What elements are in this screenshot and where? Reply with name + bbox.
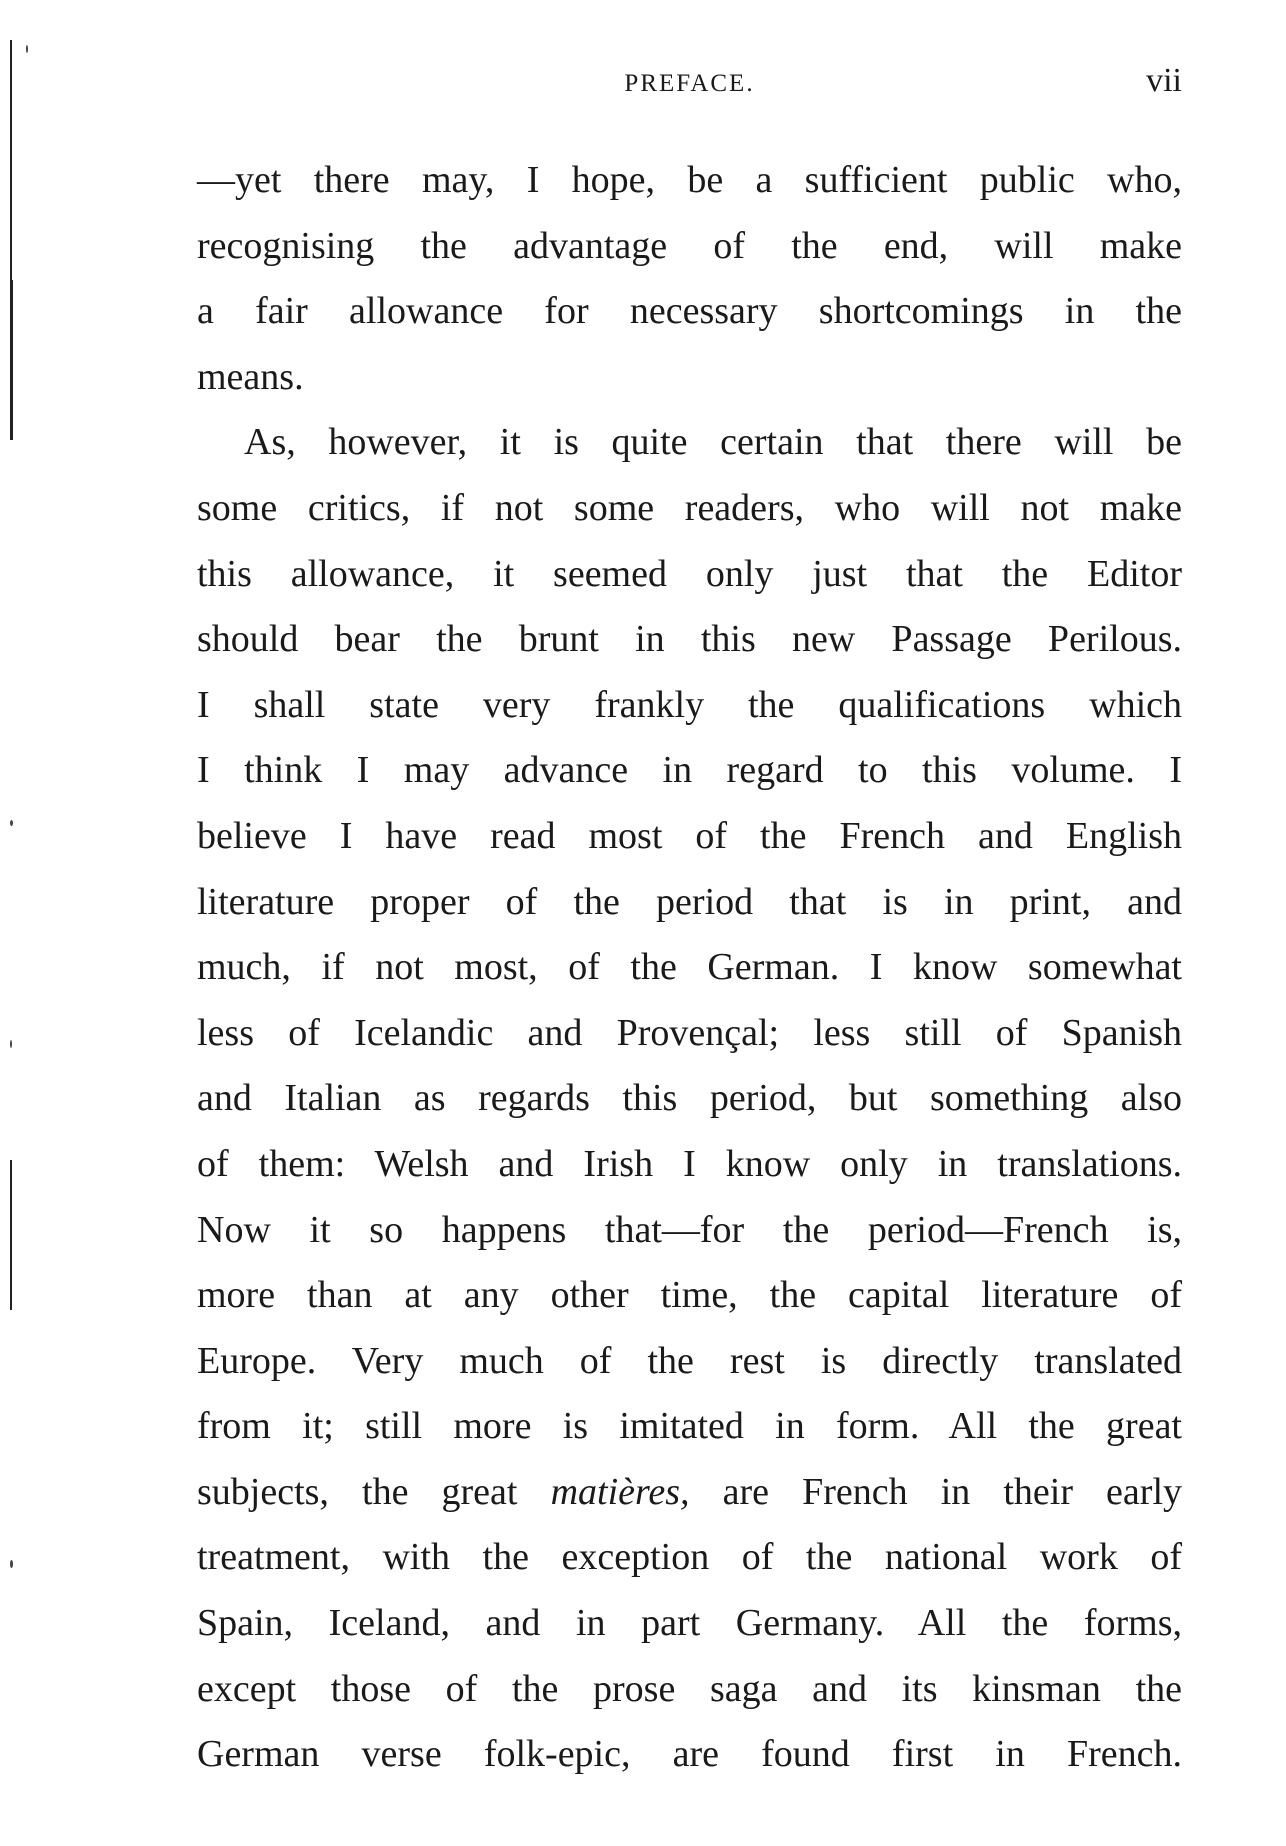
- text-line: I shall state very frankly the qualifications which: [197, 683, 1182, 726]
- text-line: should bear the brunt in this new Passage Perilous.: [197, 618, 1182, 661]
- text-line: of them: Welsh and Irish I know only in translations.: [197, 1142, 1182, 1185]
- page-number: vii: [1146, 62, 1182, 99]
- text-span: subjects, the great: [197, 1470, 551, 1513]
- text-line: literature proper of the period that is in print, and: [197, 880, 1182, 923]
- text-line: —yet there may, I hope, be a sufficient public who,: [197, 159, 1182, 201]
- text-line: German verse folk-epic, are found first in French.: [197, 1733, 1182, 1776]
- gutter-mark: [10, 40, 12, 290]
- text-line: some critics, if not some readers, who will not make: [197, 486, 1182, 529]
- body-text: [197, 148, 1182, 1788]
- text-line-with-italic: [197, 1460, 1182, 1526]
- text-span: are French in their early: [689, 1470, 1183, 1513]
- text-line: recognising the advantage of the end, will make: [197, 224, 1182, 267]
- text-line: As, however, it is quite certain that there will be: [244, 421, 1182, 464]
- text-line: Now it so happens that—for the period—French is,: [197, 1208, 1182, 1251]
- text-line: Europe. Very much of the rest is directly translated: [197, 1339, 1182, 1382]
- text-line: much, if not most, of the German. I know somewhat: [197, 946, 1182, 989]
- paragraph: [197, 148, 1182, 410]
- text-line: more than at any other time, the capital literature of: [197, 1274, 1182, 1317]
- paragraph: [197, 410, 1182, 1787]
- text-line: believe I have read most of the French and English: [197, 814, 1182, 857]
- gutter-speck: [10, 820, 13, 826]
- text-line: Spain, Iceland, and in part Germany. All the forms,: [197, 1602, 1182, 1645]
- gutter-mark: [10, 1160, 12, 1310]
- page-header: [197, 62, 1182, 106]
- text-line: and Italian as regards this period, but something also: [197, 1077, 1182, 1120]
- text-line: treatment, with the exception of the national work of: [197, 1536, 1182, 1579]
- running-head: PREFACE.: [624, 70, 755, 97]
- text-line: I think I may advance in regard to this volume. I: [197, 749, 1182, 792]
- text-line: less of Icelandic and Provençal; less still of Spanish: [197, 1011, 1182, 1054]
- gutter-speck: [10, 1560, 13, 1568]
- text-line: means.: [197, 355, 304, 398]
- gutter-speck: [10, 1040, 12, 1048]
- italic-term: matières,: [550, 1470, 690, 1513]
- text-line: this allowance, it seemed only just that the Editor: [197, 552, 1182, 595]
- gutter-speck: [26, 45, 28, 53]
- gutter-mark: [10, 280, 13, 440]
- text-line: from it; still more is imitated in form. All the great: [197, 1405, 1182, 1448]
- text-line: except those of the prose saga and its kinsman the: [197, 1667, 1182, 1710]
- text-line: a fair allowance for necessary shortcomings in the: [197, 290, 1182, 333]
